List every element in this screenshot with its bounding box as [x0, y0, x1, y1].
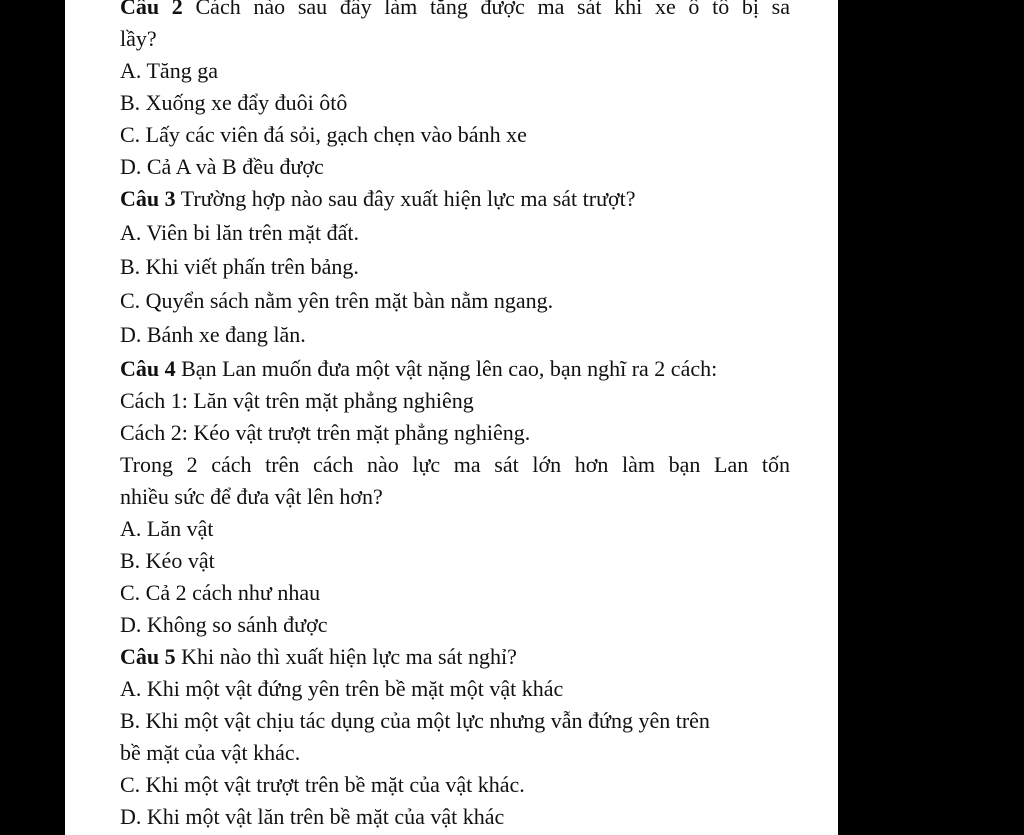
question-4-method-2: Cách 2: Kéo vật trượt trên mặt phẳng nghiêng.: [120, 420, 531, 445]
question-5-option-b: B. Khi một vật chịu tác dụng của một lực nhưng vẫn đứng yên trên: [120, 708, 710, 733]
question-5-number: Câu 5: [120, 644, 176, 669]
question-5-option-c: C. Khi một vật trượt trên bề mặt của vật khác.: [120, 772, 525, 797]
question-4-stem-text: Bạn Lan muốn đưa một vật nặng lên cao, bạn nghĩ ra 2 cách:: [181, 356, 718, 381]
question-4-option-d: D. Không so sánh được: [120, 612, 328, 637]
question-2-option-d: D. Cả A và B đều được: [120, 154, 324, 179]
question-2-option-a: A. Tăng ga: [120, 58, 218, 83]
question-4-option-b: B. Kéo vật: [120, 548, 215, 573]
question-2-option-b: B. Xuống xe đẩy đuôi ôtô: [120, 90, 348, 115]
question-3-option-a: A. Viên bi lăn trên mặt đất.: [120, 220, 359, 245]
question-4-option-a: A. Lăn vật: [120, 516, 214, 541]
question-4-question-cont: nhiều sức để đưa vật lên hơn?: [120, 484, 383, 509]
question-5-option-a: A. Khi một vật đứng yên trên bề mặt một vật khác: [120, 676, 564, 701]
question-3-option-c: C. Quyển sách nằm yên trên mặt bàn nằm ngang.: [120, 288, 554, 313]
question-3-stem-text: Trường hợp nào sau đây xuất hiện lực ma sát trượt?: [180, 186, 636, 211]
document-page: [65, 0, 838, 835]
question-list: [120, 0, 790, 833]
question-4-stem: [120, 353, 790, 385]
question-2-stem-cont: lầy?: [120, 26, 157, 51]
question-2-stem: [120, 0, 790, 23]
question-4-method-1: Cách 1: Lăn vật trên mặt phẳng nghiêng: [120, 388, 474, 413]
question-3-number: Câu 3: [120, 186, 176, 211]
question-5-stem: [120, 641, 790, 673]
question-3-stem: [120, 183, 790, 215]
question-2-stem-text: Cách nào sau đây làm tăng được ma sát khi xe ô tô bị sa: [195, 0, 791, 19]
question-3-option-d: D. Bánh xe đang lăn.: [120, 322, 306, 347]
question-5-option-b-cont: bề mặt của vật khác.: [120, 740, 301, 765]
question-2-number: Câu 2: [120, 0, 183, 19]
question-4-question: Trong 2 cách trên cách nào lực ma sát lớn hơn làm bạn Lan tốn: [120, 452, 790, 477]
question-2-option-c: C. Lấy các viên đá sỏi, gạch chẹn vào bánh xe: [120, 122, 527, 147]
question-4-option-c: C. Cả 2 cách như nhau: [120, 580, 321, 605]
question-4-number: Câu 4: [120, 356, 176, 381]
question-3-option-b: B. Khi viết phấn trên bảng.: [120, 254, 359, 279]
question-5-option-d: D. Khi một vật lăn trên bề mặt của vật khác: [120, 804, 505, 829]
question-5-stem-text: Khi nào thì xuất hiện lực ma sát nghỉ?: [181, 644, 517, 669]
